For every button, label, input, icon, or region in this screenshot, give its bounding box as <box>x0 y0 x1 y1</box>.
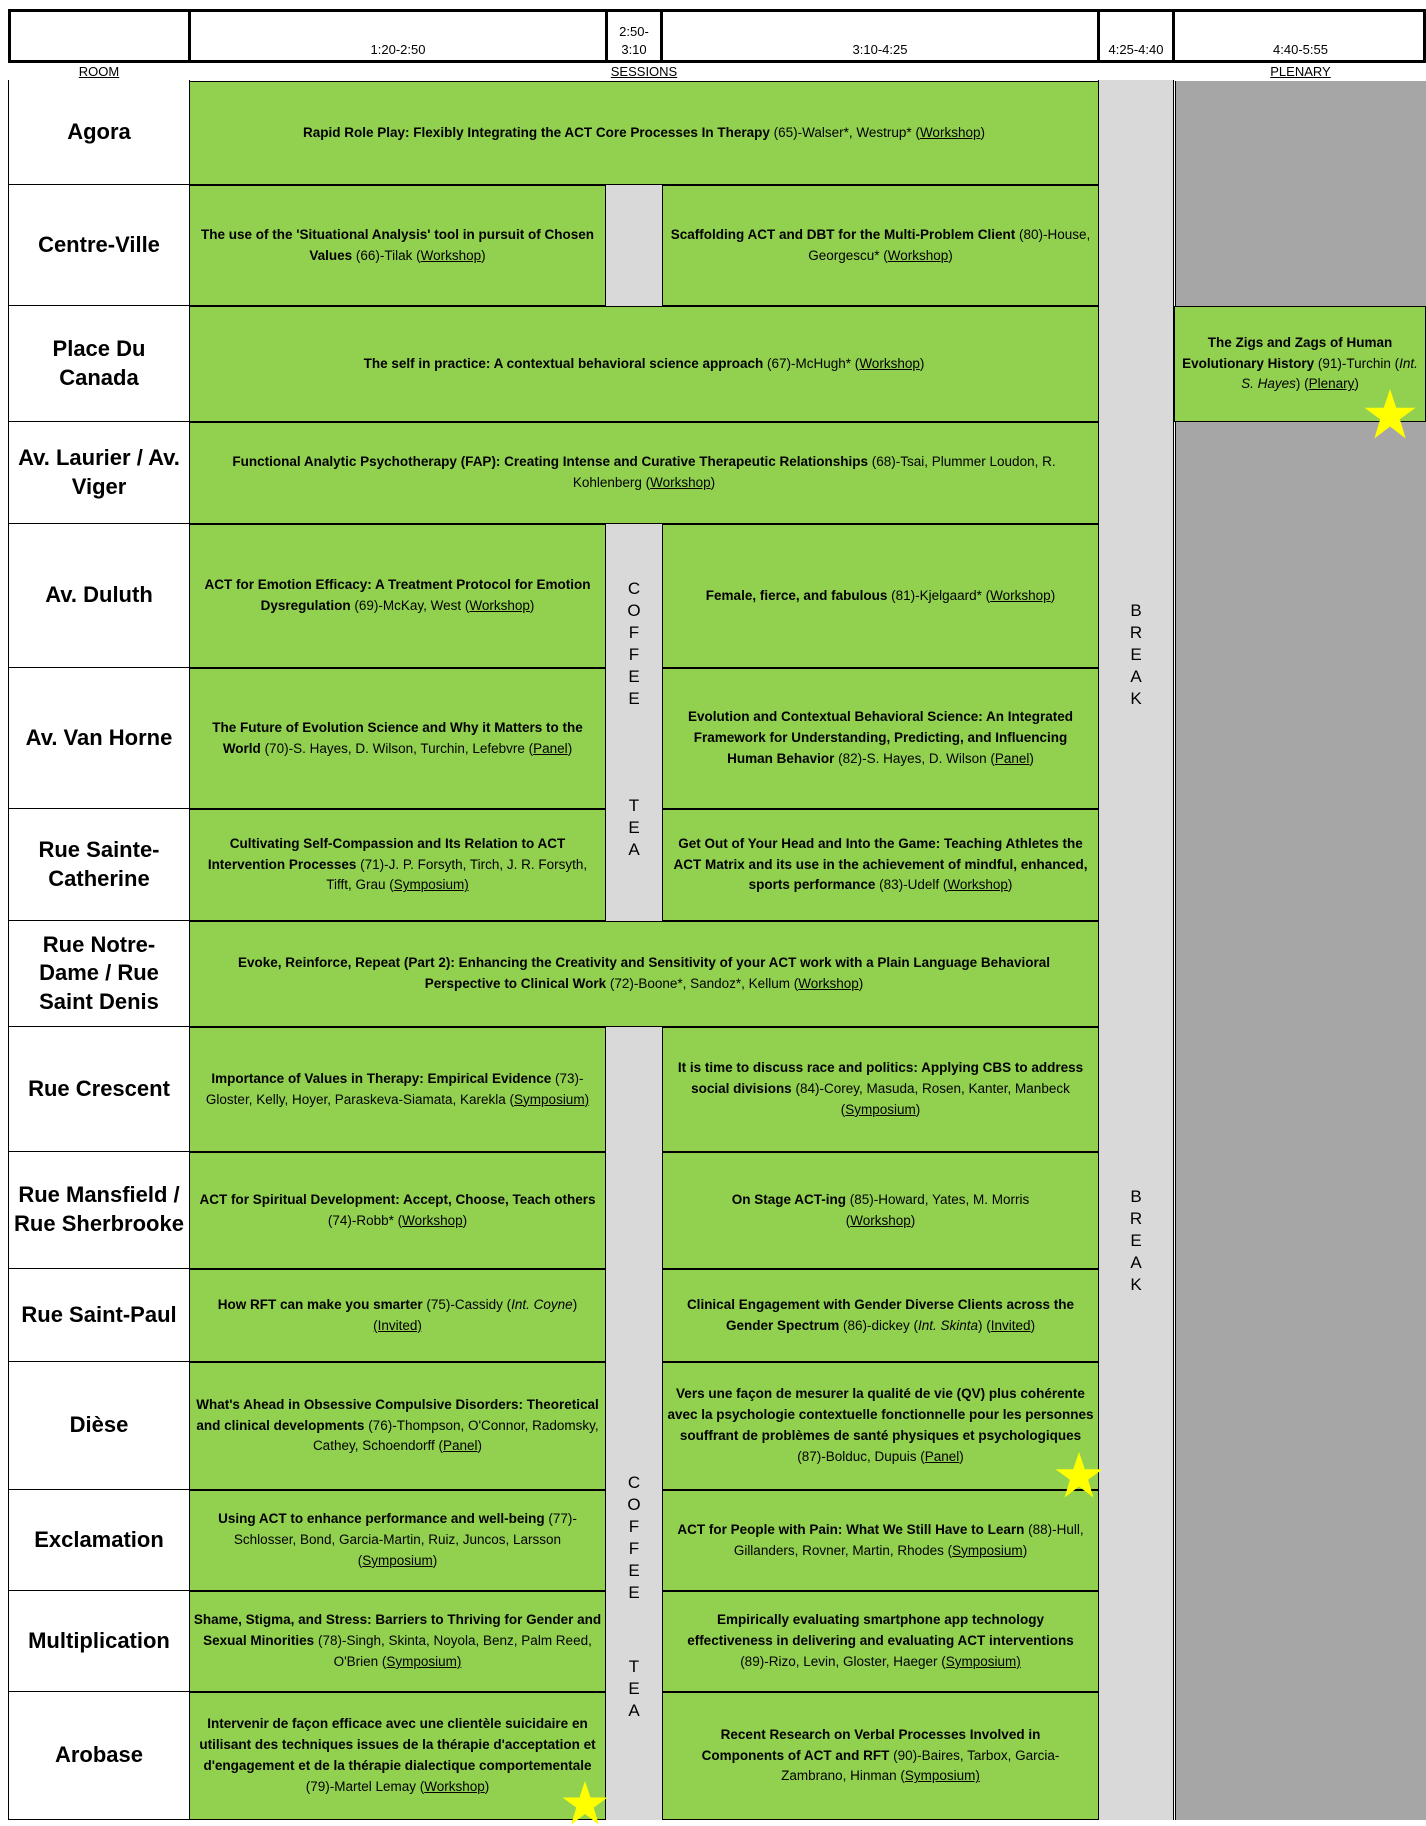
session-67[interactable] <box>189 306 1099 422</box>
session-80[interactable] <box>662 185 1099 306</box>
session-type-link[interactable]: Invited <box>990 1317 1031 1333</box>
coffee-letter: E <box>628 1561 640 1580</box>
session-title: Cultivating Self-Compassion and Its Relation to ACT Intervention Processes <box>207 835 566 872</box>
session-info: (84)-Corey, Masuda, Rosen, Kanter, Manbeck ( <box>791 1081 1070 1117</box>
coffee-letter: F <box>628 1517 640 1536</box>
room-av-van-horne: Av. Van Horne <box>9 668 189 809</box>
session-info-end: ) <box>481 247 486 263</box>
session-68[interactable] <box>189 422 1099 524</box>
room-rue-mansfield: Rue Mansfield / Rue Sherbrooke <box>9 1152 189 1269</box>
session-type-link[interactable]: Symposium) <box>393 877 469 893</box>
session-73[interactable] <box>189 1027 606 1152</box>
session-type-link[interactable]: Symposium) <box>904 1768 980 1784</box>
session-info-end: ) <box>567 740 573 756</box>
session-70[interactable] <box>189 668 606 809</box>
tea-letter: E <box>628 1679 640 1698</box>
coffee-label-1 <box>606 578 662 710</box>
break-letter: R <box>1129 623 1143 642</box>
session-title: Vers une façon de mesurer la qualité de vie (QV) plus cohérente avec la psychologie contextuelle fonctionnelle pour les personnes souffrant de problèmes de santé physiques et psychologiques <box>667 1386 1094 1443</box>
subheader-plenary: PLENARY <box>1270 64 1331 79</box>
room-place-du-canada: Place Du Canada <box>9 306 189 422</box>
session-info-end: ) <box>432 1552 438 1568</box>
session-type-link[interactable]: Workshop <box>424 1778 485 1794</box>
session-info: (65)-Walser*, Westrup* ( <box>769 124 920 140</box>
session-90[interactable] <box>662 1692 1099 1820</box>
session-title: How RFT can make you smarter <box>217 1296 423 1312</box>
session-info-end: ) <box>484 1778 490 1794</box>
session-introducer: Int. Coyne <box>511 1296 573 1312</box>
session-info: (77)-Schlosser, Bond, Garcia-Martin, Ruiz, Juncos, Larsson ( <box>233 1511 577 1568</box>
session-78[interactable] <box>189 1591 606 1692</box>
session-87[interactable] <box>662 1362 1099 1490</box>
session-71[interactable] <box>189 809 606 921</box>
break-letter: E <box>1130 645 1142 664</box>
session-77[interactable] <box>189 1490 606 1591</box>
session-title: Get Out of Your Head and Into the Game: Teaching Athletes the ACT Matrix and its use in the achievement of mindful, enhanced, sports performance <box>673 835 1088 893</box>
session-title: The Future of Evolution Science and Why it Matters to the World <box>212 719 583 756</box>
break-letter: R <box>1129 1209 1143 1228</box>
header-time-4: 4:25-4:40 <box>1108 42 1164 57</box>
break-letter: K <box>1130 1275 1142 1294</box>
coffee-letter: C <box>627 579 641 598</box>
session-info-2: ) <box>572 1296 578 1312</box>
session-info: (90)-Baires, Tarbox, Garcia-Zambrano, Hinman ( <box>781 1747 1060 1784</box>
session-info-end: ) <box>1007 877 1013 893</box>
star-icon <box>1364 388 1416 440</box>
session-info: (78)-Singh, Skinta, Noyola, Benz, Palm Reed, O'Brien ( <box>314 1633 592 1669</box>
session-type-link[interactable]: Workshop <box>469 598 530 613</box>
session-type-link[interactable]: Workshop <box>850 1212 911 1228</box>
tea-letter: A <box>628 1701 640 1720</box>
session-info: (75)-Cassidy ( <box>422 1296 512 1312</box>
session-info: (76)-Thompson, O'Connor, Radomsky, Cathey, Schoendorff ( <box>312 1417 599 1454</box>
session-info-end: ) <box>1030 1317 1036 1333</box>
session-title: What's Ahead in Obsessive Compulsive Disorders: Theoretical and clinical developments <box>196 1396 599 1433</box>
session-info-end: ) <box>910 1212 916 1228</box>
coffee-label-2 <box>606 1472 662 1604</box>
break-letter: B <box>1130 601 1142 620</box>
coffee-letter: F <box>628 1539 640 1558</box>
session-info-2: ) ( <box>1295 376 1309 392</box>
session-type-link[interactable]: Workshop <box>990 587 1051 603</box>
coffee-letter: F <box>628 623 640 642</box>
session-info: (82)-S. Hayes, D. Wilson ( <box>834 750 995 766</box>
session-81[interactable] <box>662 524 1099 668</box>
session-title: Using ACT to enhance performance and well-being <box>218 1511 545 1527</box>
session-title: Rapid Role Play: Flexibly Integrating the ACT Core Processes In Therapy <box>303 124 770 140</box>
session-title: Empirically evaluating smartphone app technology effectiveness in delivering and evaluating ACT interventions <box>687 1612 1074 1649</box>
session-info: (67)-McHugh* ( <box>763 355 860 371</box>
header-time-5: 4:40-5:55 <box>1273 42 1328 57</box>
room-agora: Agora <box>9 81 189 185</box>
header-time-1: 1:20-2:50 <box>370 42 426 57</box>
break-label-1 <box>1100 600 1172 710</box>
session-info-end: ) <box>980 124 985 140</box>
session-info: (74)-Robb* ( <box>327 1212 403 1228</box>
session-type-link[interactable]: Panel <box>533 740 568 756</box>
session-type-link[interactable]: Panel <box>924 1448 960 1464</box>
session-72[interactable] <box>189 921 1099 1027</box>
subheader-sessions: SESSIONS <box>610 64 678 79</box>
coffee-letter: E <box>628 667 640 686</box>
session-title: Recent Research on Verbal Processes Involved in Components of ACT and RFT <box>701 1726 1041 1763</box>
session-info-end: ) <box>710 475 716 490</box>
session-83[interactable] <box>662 809 1099 921</box>
session-type-link[interactable]: Plenary <box>1308 376 1355 392</box>
room-exclamation: Exclamation <box>9 1490 189 1591</box>
session-type-link[interactable]: Symposium <box>952 1542 1023 1558</box>
coffee-gap-centre-ville <box>605 185 663 306</box>
session-info-end: ) <box>948 247 953 263</box>
subheader-room: ROOM <box>78 64 120 79</box>
session-66[interactable] <box>189 185 606 306</box>
session-info-2: ) ( <box>978 1317 991 1333</box>
tea-label-2 <box>606 1656 662 1722</box>
session-69[interactable] <box>189 524 606 668</box>
session-info-end: ) <box>915 1101 921 1117</box>
session-type-link[interactable]: Symposium) <box>945 1653 1021 1669</box>
tea-label-1 <box>606 795 662 861</box>
session-info-end: ) <box>477 1438 483 1454</box>
break-column <box>1098 80 1174 1820</box>
session-title: Intervenir de façon efficace avec une clientèle suicidaire en utilisant des techniques issues de la thérapie d'acceptation et d'engagement et de la thérapie dialectique comportementale <box>199 1716 596 1773</box>
session-title: Scaffolding ACT and DBT for the Multi-Problem Client <box>670 226 1016 242</box>
room-av-laurier: Av. Laurier / Av. Viger <box>9 422 189 524</box>
session-title: The self in practice: A contextual behavioral science approach <box>363 355 764 371</box>
session-info: (91)-Turchin ( <box>1314 355 1400 371</box>
session-82[interactable] <box>662 668 1099 809</box>
break-label-2 <box>1100 1186 1172 1296</box>
room-multiplication: Multiplication <box>9 1591 189 1692</box>
room-centre-ville: Centre-Ville <box>9 185 189 306</box>
session-type-link[interactable]: Panel <box>994 750 1030 766</box>
star-icon <box>562 1780 608 1826</box>
session-info: (85)-Howard, Yates, M. Morris ( <box>845 1191 1030 1228</box>
session-type-link[interactable]: Symposium <box>362 1552 433 1568</box>
session-type-link[interactable]: Symposium) <box>386 1653 462 1669</box>
session-type-link[interactable]: Workshop <box>420 247 482 263</box>
session-title: ACT for Spiritual Development: Accept, Choose, Teach others <box>199 1191 596 1207</box>
session-info-end: ) <box>1050 587 1056 603</box>
session-type-link[interactable]: Workshop <box>798 976 859 991</box>
coffee-letter: C <box>627 1473 641 1492</box>
session-title: ACT for Emotion Efficacy: A Treatment Protocol for Emotion Dysregulation <box>204 577 591 613</box>
session-84[interactable] <box>662 1027 1099 1152</box>
session-info: (68)-Tsai, Plummer Loudon, R. Kohlenberg ( <box>572 454 1056 490</box>
session-79[interactable] <box>189 1692 606 1820</box>
header-time-3: 3:10-4:25 <box>852 42 908 57</box>
session-introducer: Int. Skinta <box>917 1317 979 1333</box>
session-type-link[interactable]: Workshop <box>887 247 949 263</box>
session-info: (89)-Rizo, Levin, Gloster, Haeger ( <box>740 1653 946 1669</box>
session-info: (86)-dickey ( <box>839 1317 918 1333</box>
tea-letter: T <box>628 796 640 815</box>
session-info: (79)-Martel Lemay ( <box>305 1778 425 1794</box>
coffee-letter: F <box>628 645 640 664</box>
break-letter: B <box>1130 1187 1142 1206</box>
session-title: ACT for People with Pain: What We Still Have to Learn <box>677 1521 1025 1537</box>
session-type-link[interactable]: Workshop <box>919 124 981 140</box>
session-type-link[interactable]: (Invited) <box>373 1317 422 1333</box>
session-title: Functional Analytic Psychotherapy (FAP): Creating Intense and Curative Therapeutic Relationships <box>232 454 869 470</box>
star-icon <box>1055 1451 1103 1499</box>
tea-letter: E <box>628 818 640 837</box>
session-introducer: Int. S. Hayes <box>1241 355 1418 392</box>
session-title: It is time to discuss race and politics: Applying CBS to address social divisions <box>677 1060 1084 1097</box>
room-diese: Dièse <box>9 1362 189 1490</box>
room-arobase: Arobase <box>9 1692 189 1820</box>
room-rue-notre-dame: Rue Notre-Dame / Rue Saint Denis <box>9 921 189 1027</box>
session-info-end: ) <box>959 1448 964 1464</box>
tea-letter: T <box>628 1657 640 1676</box>
session-info: (70)-S. Hayes, D. Wilson, Turchin, Lefebvre ( <box>260 740 534 756</box>
break-letter: E <box>1130 1231 1142 1250</box>
session-title: The Zigs and Zags of Human Evolutionary History <box>1182 334 1393 371</box>
session-title: Importance of Values in Therapy: Empirical Evidence <box>211 1070 552 1086</box>
session-65[interactable] <box>189 81 1099 185</box>
session-type-link[interactable]: Symposium <box>845 1101 916 1117</box>
session-76[interactable] <box>189 1362 606 1490</box>
session-title: Evolution and Contextual Behavioral Science: An Integrated Framework for Understanding, Predicting, and Influencing Human Behavior <box>687 709 1074 766</box>
break-letter: K <box>1130 689 1142 708</box>
session-type-link[interactable]: Workshop <box>402 1212 463 1228</box>
break-letter: A <box>1130 667 1142 686</box>
session-title: Shame, Stigma, and Stress: Barriers to Thriving for Gender and Sexual Minorities <box>193 1612 602 1649</box>
session-75[interactable] <box>189 1269 606 1362</box>
tea-letter: A <box>628 840 640 859</box>
session-info-end: ) <box>858 976 864 991</box>
session-info: (73)-Gloster, Kelly, Hoyer, Paraskeva-Siamata, Karekla ( <box>205 1070 584 1107</box>
session-info: (69)-McKay, West ( <box>350 598 470 613</box>
room-av-duluth: Av. Duluth <box>9 524 189 668</box>
plenary-empty-top <box>1175 81 1426 306</box>
session-info: (87)-Bolduc, Dupuis ( <box>797 1448 925 1464</box>
session-title: Evoke, Reinforce, Repeat (Part 2): Enhancing the Creativity and Sensitivity of your ACT work with a Plain Language Behavioral Perspective to Clinical Work <box>238 955 1050 991</box>
header-time-2-line1: 2:50- <box>619 24 649 39</box>
header-time-2-line2: 3:10 <box>621 42 647 57</box>
session-info-end: ) <box>919 355 925 371</box>
break-letter: A <box>1130 1253 1142 1272</box>
coffee-letter: O <box>627 601 641 620</box>
plenary-empty-bottom <box>1175 422 1426 1820</box>
session-title: The use of the 'Situational Analysis' tool in pursuit of Chosen Values <box>201 226 594 263</box>
room-rue-saint-paul: Rue Saint-Paul <box>9 1269 189 1362</box>
session-info-end: ) <box>1022 1542 1028 1558</box>
session-88[interactable] <box>662 1490 1099 1591</box>
session-type-link[interactable]: Symposium) <box>514 1091 590 1107</box>
coffee-letter: E <box>628 1583 640 1602</box>
coffee-letter: O <box>627 1495 641 1514</box>
session-title: On Stage ACT-ing <box>731 1191 846 1207</box>
session-info: (66)-Tilak ( <box>352 247 421 263</box>
session-type-link[interactable]: Workshop <box>650 475 711 490</box>
session-info: (72)-Boone*, Sandoz*, Kellum ( <box>606 976 799 991</box>
room-rue-sainte-catherine: Rue Sainte-Catherine <box>9 809 189 921</box>
session-86[interactable] <box>662 1269 1099 1362</box>
session-type-link[interactable]: Workshop <box>859 355 920 371</box>
session-info: (83)-Udelf ( <box>875 877 948 893</box>
session-info-end: ) <box>1354 376 1359 392</box>
coffee-letter: E <box>628 689 640 708</box>
session-74[interactable] <box>189 1152 606 1269</box>
session-info: (80)-House, Georgescu* ( <box>808 226 1091 263</box>
session-89[interactable] <box>662 1591 1099 1692</box>
room-rue-crescent: Rue Crescent <box>9 1027 189 1152</box>
session-info-end: ) <box>462 1212 468 1228</box>
session-info-end: ) <box>1029 750 1034 766</box>
session-info-end: ) <box>529 598 535 613</box>
session-85[interactable] <box>662 1152 1099 1269</box>
session-info: (81)-Kjelgaard* ( <box>887 587 991 603</box>
session-type-link[interactable]: Panel <box>443 1438 478 1454</box>
session-info: (71)-J. P. Forsyth, Tirch, J. R. Forsyth, Tifft, Grau ( <box>326 856 588 893</box>
session-title: Clinical Engagement with Gender Diverse Clients across the Gender Spectrum <box>686 1296 1075 1333</box>
session-type-link[interactable]: Workshop <box>947 877 1008 893</box>
session-title: Female, fierce, and fabulous <box>705 587 888 603</box>
session-info: (88)-Hull, Gillanders, Rovner, Martin, Rhodes ( <box>733 1521 1084 1558</box>
